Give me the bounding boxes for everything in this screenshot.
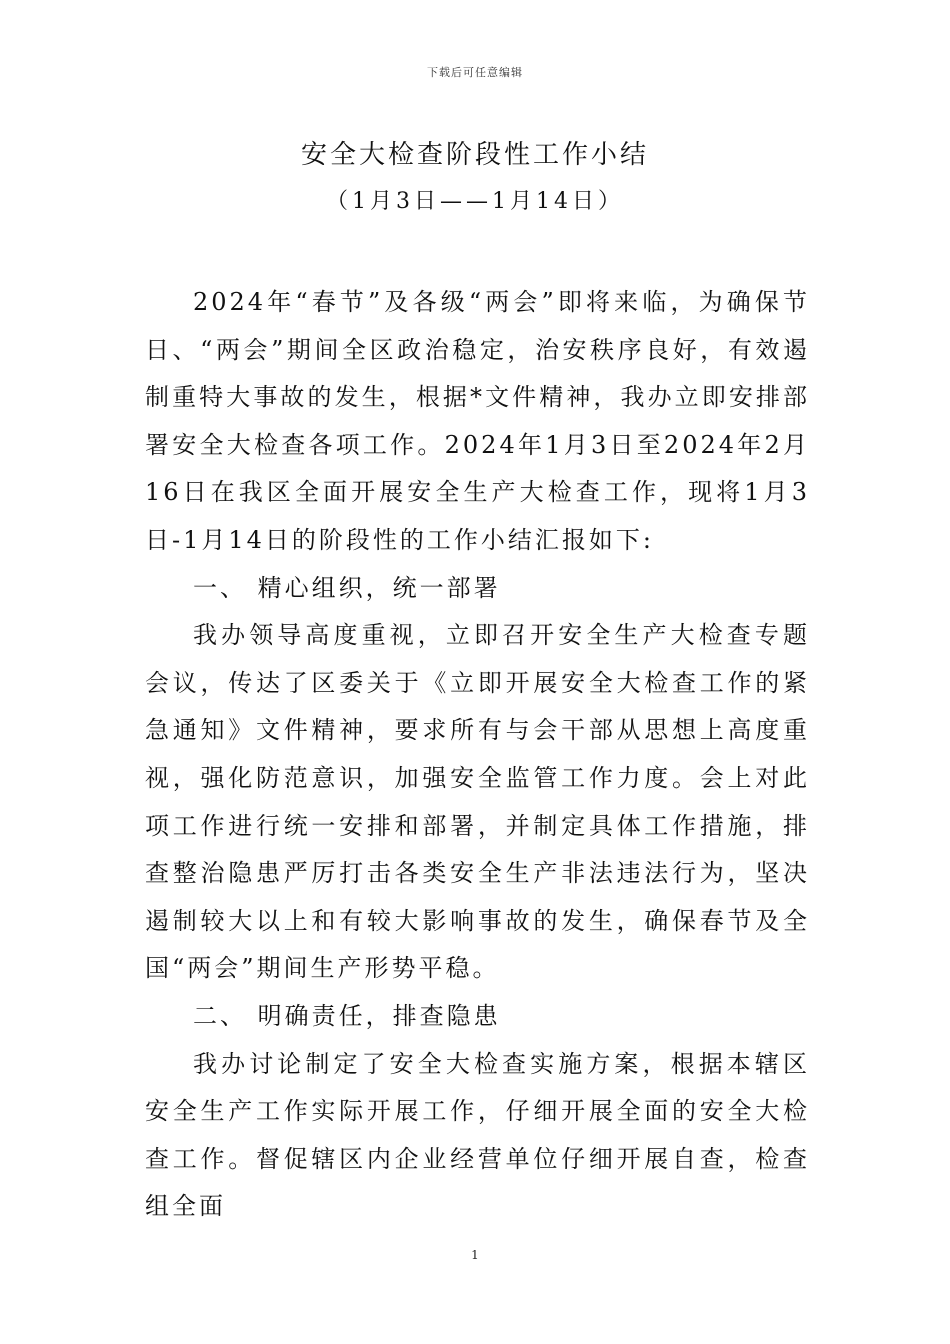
document-subtitle: （1月3日——1月14日）	[326, 189, 624, 214]
document-title: 安全大检查阶段性工作小结	[300, 140, 649, 170]
header-note: 下载后可任意编辑	[427, 66, 523, 79]
intro-paragraph: 2024年“春节”及各级“两会”即将来临，为确保节日、“两会”期间全区政治稳定，治安秩序良好，有效遏制重特大事故的发生，根据*文件精神，我办立即安排部署安全大检查各项工作。2024年1月3日至2024年2月16日在我区全面开展安全生产大检查工作，现将1月3日-1月14日的阶段性的工作小结汇报如下:	[145, 288, 810, 554]
section-1-paragraph: 我办领导高度重视，立即召开安全生产大检查专题会议，传达了区委关于《立即开展安全大检查工作的紧急通知》文件精神，要求所有与会干部从思想上高度重视，强化防范意识，加强安全监管工作力度。会上对此项工作进行统一安排和部署，并制定具体工作措施，排查整治隐患严厉打击各类安全生产非法违法行为，坚决遏制较大以上和有较大影响事故的发生，确保春节及全国“两会”期间生产形势平稳。	[145, 621, 810, 983]
section-heading-1: 一、 精心组织，统一部署	[193, 573, 501, 602]
document-body	[145, 279, 810, 1231]
section-heading-2: 二、 明确责任，排查隐患	[193, 1001, 501, 1030]
page-number: 1	[471, 1248, 479, 1262]
section-2-paragraph: 我办讨论制定了安全大检查实施方案，根据本辖区安全生产工作实际开展工作，仔细开展全面的安全大检查工作。督促辖区内企业经营单位仔细开展自查，检查组全面	[145, 1049, 810, 1221]
